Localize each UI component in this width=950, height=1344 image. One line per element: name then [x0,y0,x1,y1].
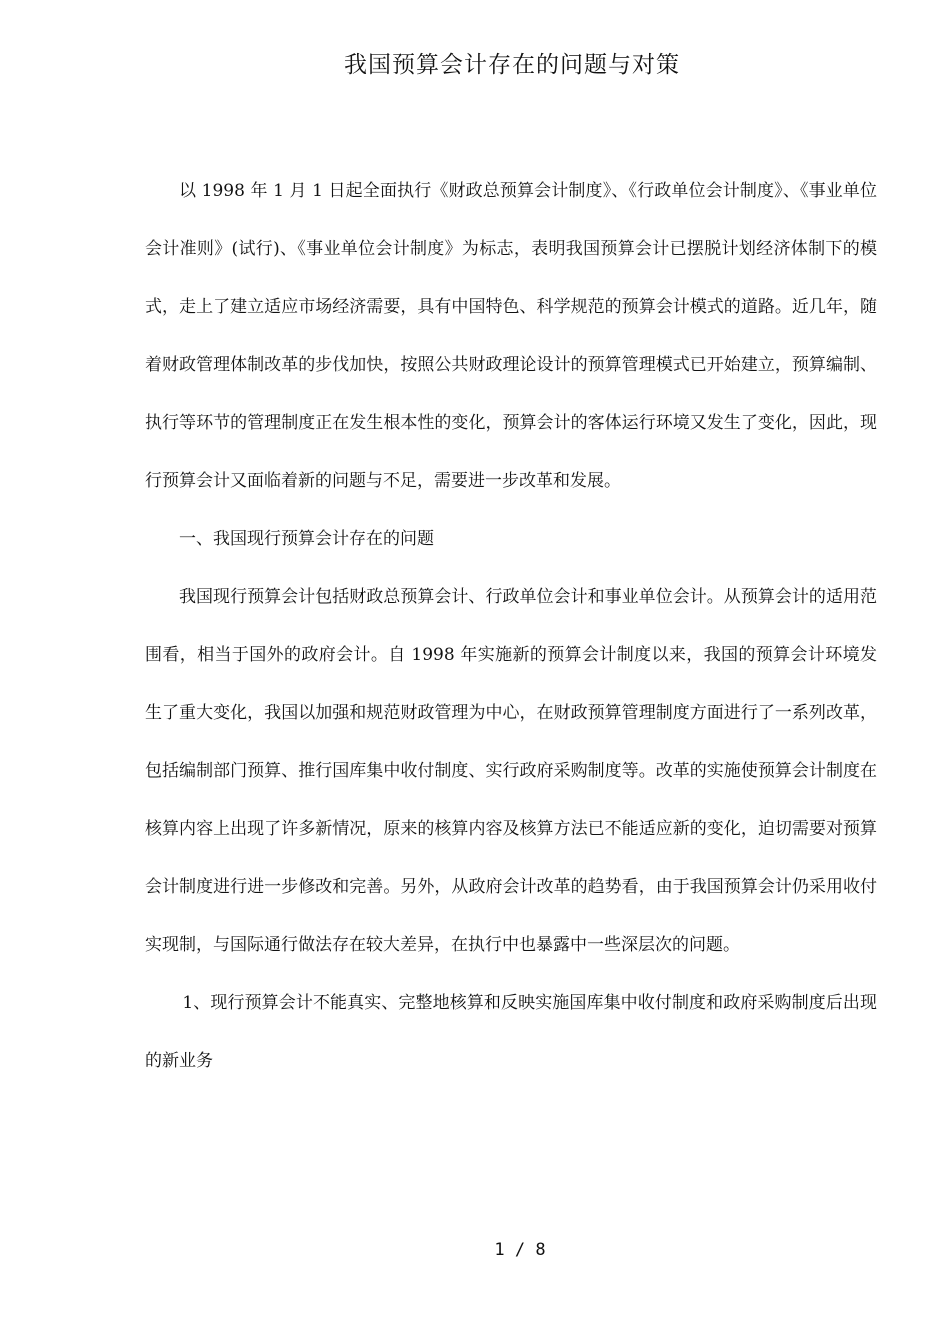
document-body [145,162,877,1090]
intro-paragraph: 以 1998 年 1 月 1 日起全面执行《财政总预算会计制度》、《行政单位会计制度》、《事业单位会计准则》(试行)、《事业单位会计制度》为标志，表明我国预算会计已摆脱计划经济体制下的模式，走上了建立适应市场经济需要，具有中国特色、科学规范的预算会计模式的道路。近几年，随着财政管理体制改革的步伐加快，按照公共财政理论设计的预算管理模式已开始建立，预算编制、执行等环节的管理制度正在发生根本性的变化，预算会计的客体运行环境又发生了变化，因此，现行预算会计又面临着新的问题与不足，需要进一步改革和发展。 [145,181,877,491]
page-title: 我国预算会计存在的问题与对策 [344,52,680,78]
section-paragraph: 我国现行预算会计包括财政总预算会计、行政单位会计和事业单位会计。从预算会计的适用范围看，相当于国外的政府会计。自 1998 年实施新的预算会计制度以来，我国的预算会计环境发生了重大变化，我国以加强和规范财政管理为中心，在财政预算管理制度方面进行了一系列改革，包括编制部门预算、推行国库集中收付制度、实行政府采购制度等。改革的实施使预算会计制度在核算内容上出现了许多新情况，原来的核算内容及核算方法已不能适应新的变化，迫切需要对预算会计制度进行进一步修改和完善。另外，从政府会计改革的趋势看，由于我国预算会计仍采用收付实现制，与国际通行做法存在较大差异，在执行中也暴露中一些深层次的问题。 [145,587,877,955]
subsection-heading: 1、现行预算会计不能真实、完整地核算和反映实施国库集中收付制度和政府采购制度后出现的新业务 [145,993,877,1071]
page-number: 1 / 8 [494,1240,546,1260]
section-heading: 一、我国现行预算会计存在的问题 [179,529,434,549]
